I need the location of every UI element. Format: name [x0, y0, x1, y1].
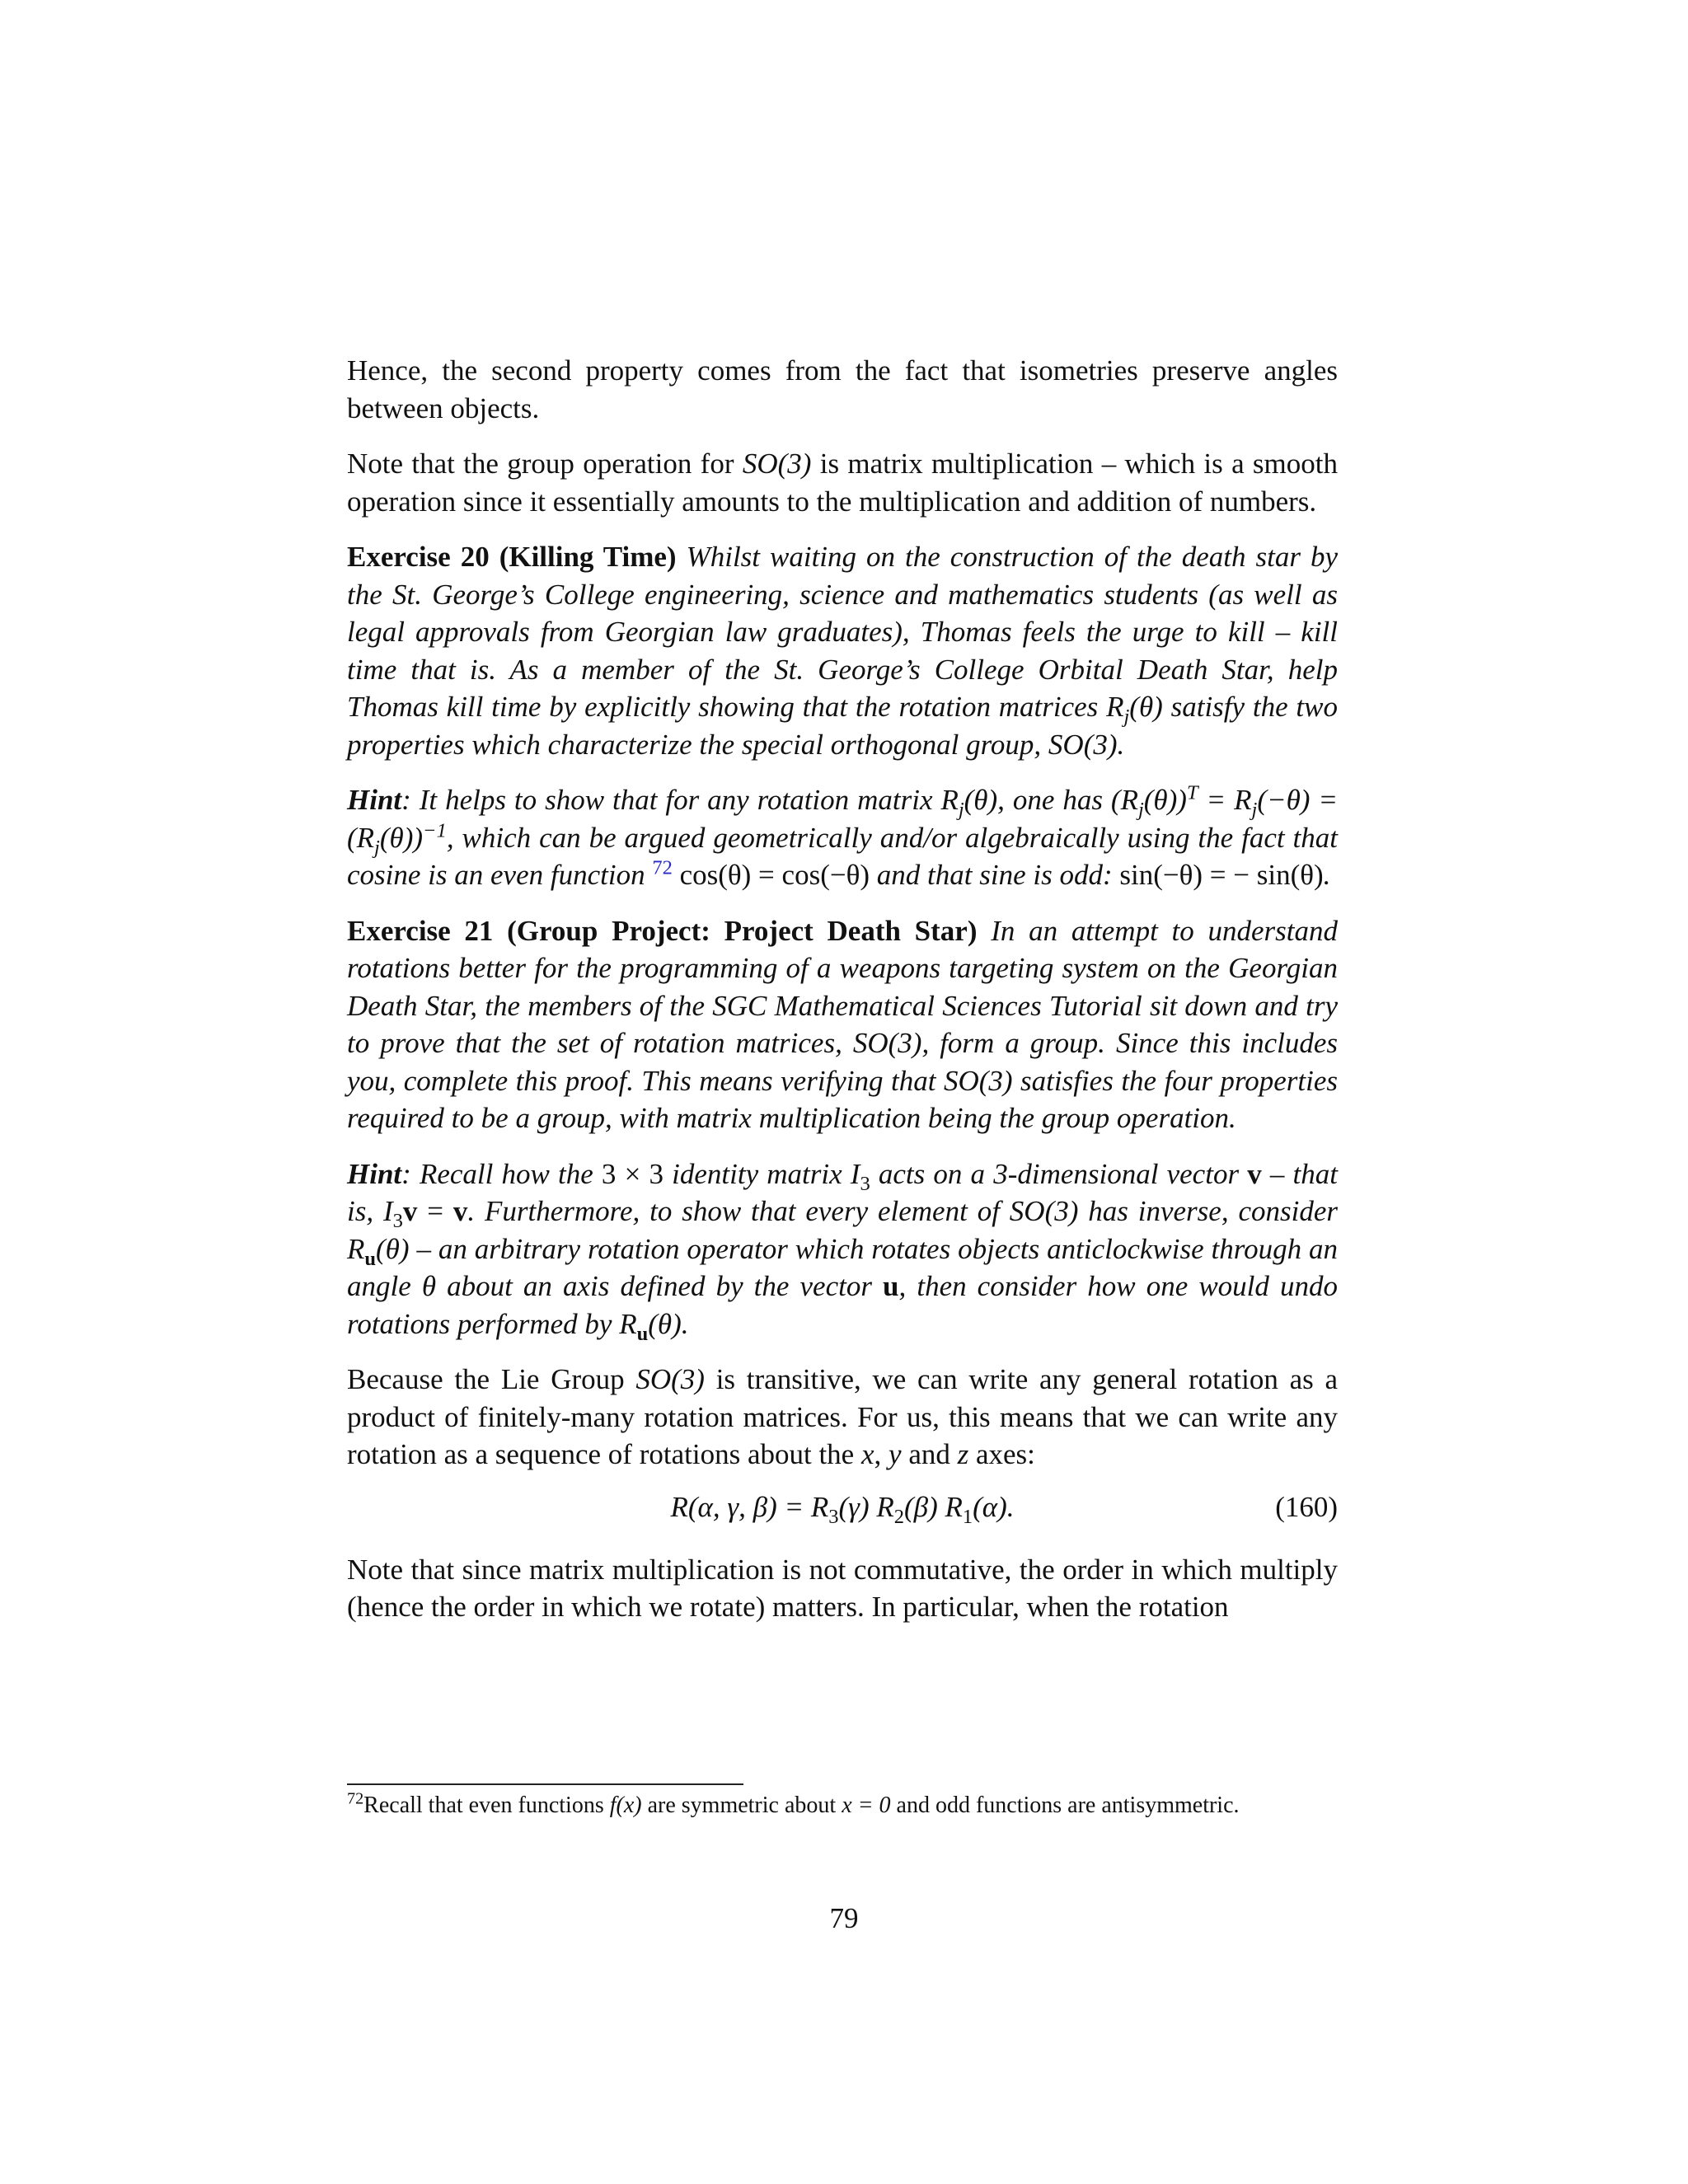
math-sine-odd: sin(−θ) = − sin(θ) [1119, 859, 1324, 891]
footnote-reference-link[interactable]: 72 [652, 856, 673, 879]
paragraph-transitive: Because the Lie Group SO(3) is transitive, we can write any general rotation as a product of finitely-many rotation matrices. For us, this means that we can write any rotation as a sequence of rotations about the x, y and z axes: [347, 1363, 1339, 1470]
hint-text: about an axis defined by the vector [436, 1270, 884, 1302]
math-vector-v: v [1247, 1157, 1262, 1190]
footnote-text: are symmetric about [641, 1793, 842, 1818]
hint-text: acts on a 3-dimensional vector [870, 1157, 1248, 1190]
hint-text: . [1323, 859, 1331, 891]
hint-text: – that is, [347, 1157, 1338, 1227]
paragraph-text: and [901, 1438, 958, 1470]
exercise-20-text: Whilst waiting on the construction of the death star by the St. George’s College engineering, science and mathematics students (as well as legal approvals from Georgian law graduates), Thomas feels the urge to kill – kill time that is. As a member of the St. George’s College Orbital Death Star, help Thomas kill time by explicitly showing that the rotation matrices [347, 541, 1338, 723]
math-3x3: 3 × 3 [601, 1157, 663, 1190]
math-rj: $R_j(\theta)$ [1106, 691, 1163, 728]
math-rj: $R_j(\theta)$ [940, 784, 998, 821]
exercise-21-heading: Exercise 21 (Group Project: Project Death Star) [347, 914, 978, 947]
math-so3: SO(3) [852, 1027, 922, 1059]
footnote-divider [347, 1783, 743, 1785]
paragraph-text: is matrix multiplication – which is a smooth operation since it essentially amounts to the multiplication and addition of numbers. [347, 448, 1338, 518]
math-ru: $R_u(\theta)$ [619, 1307, 682, 1345]
exercise-20 [347, 538, 1338, 763]
footnote-mark: 72 [347, 1789, 364, 1808]
math-so3: SO(3) [1048, 728, 1118, 761]
equation-160 [347, 1482, 1338, 1533]
exercise-21-text: , form a group. Since this includes you, complete this proof. This means verifying that [347, 1027, 1338, 1097]
math-x-equals-zero: x = 0 [842, 1793, 891, 1818]
hint-label: Hint [347, 1157, 402, 1190]
paragraph-text: is transitive, we can write any general rotation as a product of finitely-many rotation matrices. For us, this means that we can write any rotation as a sequence of rotations about the [347, 1363, 1339, 1470]
hint-text: . [681, 1307, 689, 1340]
paragraph-isometries [347, 352, 1338, 427]
equation-number: (160) [1275, 1490, 1338, 1523]
exercise-20-text: . [1117, 728, 1125, 761]
math-x: x [860, 1438, 874, 1470]
hint-label: Hint [347, 784, 402, 816]
math-identity-matrix: $I_3$ [850, 1157, 870, 1195]
exercise-20-text: satisfy the two properties which characterize the special orthogonal group, [347, 691, 1339, 761]
exercise-20-heading: Exercise 20 (Killing Time) [347, 541, 677, 573]
paragraph-text: Because the Lie Group [347, 1363, 636, 1395]
math-vector-u: u [883, 1270, 899, 1302]
page-number: 79 [829, 1902, 859, 1934]
equation-expression: R(α, γ, $\beta) = R_3(\gamma)$ $R_2(\beta)$ $R_1(\alpha)$. [670, 1490, 1015, 1528]
math-cosine-even: cos(θ) = cos(−θ) [672, 859, 870, 891]
hint-text: , one has [997, 784, 1111, 816]
hint-text: and that sine is odd: [870, 859, 1120, 891]
math-y: y [889, 1438, 902, 1470]
math-so3: SO(3) [635, 1363, 705, 1395]
exercise-21 [347, 912, 1338, 1137]
hint-text: . Furthermore, to show that every element of [467, 1195, 1010, 1227]
math-so3: SO(3) [943, 1064, 1013, 1097]
math-ru: $R_u(\theta)$ [347, 1232, 410, 1270]
paragraph-text: axes: [968, 1438, 1035, 1470]
hint-text: : Recall how the [401, 1157, 602, 1190]
hint-exercise-21 [347, 1155, 1338, 1343]
footnote-72 [347, 1790, 1338, 1821]
math-fx: f(x) [609, 1793, 642, 1818]
hint-text: identity matrix [663, 1157, 851, 1190]
math-identity-action: $I_3v = v$ [382, 1195, 468, 1232]
hint-exercise-20 [347, 781, 1338, 894]
paragraph-group-operation [347, 445, 1338, 520]
hint-text: – an arbitrary rotation operator which rotates objects anticlockwise through an angle [347, 1232, 1338, 1302]
math-z: z [957, 1438, 969, 1470]
exercise-21-text: In an attempt to understand rotations better for the programming of a weapons targeting system on the Georgian Death Star, the members of the SGC Mathematical Sciences Tutorial sit down and try to prove that the set of rotation matrices, [347, 914, 1338, 1059]
main-text [347, 352, 1338, 1644]
footnote-text: Recall that even functions [363, 1793, 610, 1818]
hint-text: , which can be argued geometrically and/or algebraically using the fact that cosine is an even function [347, 821, 1338, 891]
paragraph-commutative [347, 1551, 1338, 1626]
paragraph-text: Hence, the second property comes from the fact that isometries preserve angles between objects. [347, 354, 1338, 424]
math-so3: SO(3) [742, 448, 812, 480]
footnote-text: and odd functions are antisymmetric. [890, 1793, 1240, 1818]
math-theta: θ [421, 1270, 437, 1302]
math-so3: SO(3) [1009, 1195, 1079, 1227]
math-transpose-identity: $(R_j(\theta))^T = R_j(-\theta) = (R_j(\theta))^{-1}$ [347, 781, 1339, 859]
hint-text: has inverse, consider [1078, 1195, 1338, 1227]
hint-text: , then consider how one would undo rotations performed by [347, 1270, 1338, 1340]
paragraph-text: Note that since matrix multiplication is not commutative, the order in which multiply (hence the order in which we rotate) matters. In particular, when the rotation [347, 1553, 1338, 1623]
exercise-21-text: satisfies the four properties required to be a group, with matrix multiplication being the group operation. [347, 1064, 1338, 1134]
paragraph-text: Note that the group operation for [347, 448, 743, 480]
hint-text: : It helps to show that for any rotation matrix [401, 784, 941, 816]
